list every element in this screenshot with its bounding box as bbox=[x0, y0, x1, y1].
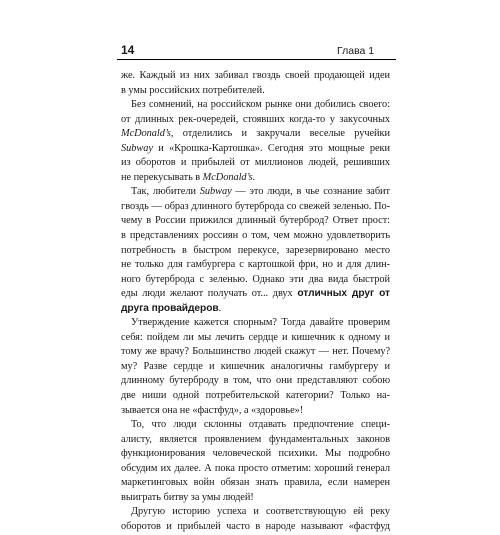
text-line bbox=[121, 69, 390, 84]
text-run: в умы российских потребителей. bbox=[121, 84, 265, 96]
italic-phrase: McDonald’s bbox=[121, 128, 171, 140]
text-line bbox=[121, 433, 390, 448]
text-run: себя: пойдем ли мы лечить сердце и кишечник к одному и bbox=[121, 331, 390, 343]
text-run: же. Каждый из них забивал гвоздь своей продающей идеи bbox=[121, 70, 390, 81]
text-run: Утверждение кажется спорным? Тогда давайте проверим bbox=[131, 317, 390, 329]
chapter-label: Глава 1 bbox=[337, 45, 375, 57]
text-run: еды люди желают получать от... двух bbox=[121, 288, 298, 300]
text-line bbox=[121, 113, 390, 128]
text-run: . bbox=[218, 302, 222, 314]
text-line bbox=[121, 447, 390, 462]
text-line bbox=[121, 156, 390, 171]
text-run: чему в России прижился длинный бутерброд? Ответ прост: bbox=[121, 215, 390, 227]
text-line bbox=[121, 302, 390, 317]
text-run: . bbox=[252, 171, 256, 183]
text-run: Без сомнений, на российском рынке они добились своего: bbox=[131, 99, 390, 111]
text-run: не только для гамбургера с картошкой фри, но и для длин- bbox=[121, 259, 390, 271]
text-run: длинному бутерброду в том, что они представляют собою bbox=[121, 375, 390, 387]
text-run: потребность в быстром перекусе, зарезервировано место bbox=[121, 244, 390, 256]
text-run: от длинных рек-очередей, стоявших когда-то у закусочных bbox=[121, 113, 390, 125]
text-line bbox=[121, 185, 390, 200]
text-line bbox=[121, 214, 390, 229]
text-line bbox=[121, 345, 390, 360]
text-run: функционирования человеческой психики. Мы подробно bbox=[121, 448, 390, 460]
text-run: зывается она не «фастфуд», а «здоровье»! bbox=[121, 404, 304, 416]
text-line bbox=[121, 142, 390, 157]
text-line bbox=[121, 171, 390, 186]
text-run: выиграть битву за умы людей! bbox=[121, 491, 254, 503]
text-line bbox=[121, 127, 390, 142]
text-line bbox=[121, 287, 390, 302]
italic-phrase: Subway bbox=[199, 186, 232, 198]
text-line bbox=[121, 505, 390, 520]
body-text bbox=[121, 69, 390, 535]
italic-phrase: Subway bbox=[121, 142, 153, 154]
header-rule bbox=[117, 59, 396, 60]
text-run: и «Крошка-Картошка». Сегодня это мощные реки bbox=[152, 142, 390, 154]
bold-phrase: отличных друг от bbox=[297, 288, 390, 300]
text-line bbox=[121, 374, 390, 389]
text-run: не перекусывать в bbox=[121, 171, 203, 183]
text-line bbox=[121, 520, 390, 535]
text-run: тому же врачу? Большинство людей скажут — нет. Почему? bbox=[121, 346, 390, 358]
text-run: — это люди, в чье сознание забит bbox=[231, 186, 390, 198]
text-line bbox=[121, 462, 390, 477]
text-run: ного бутерброда с зеленью. Однако эти два вида быстрой bbox=[121, 273, 390, 285]
text-line bbox=[121, 476, 390, 491]
text-run: му? Разве сердце и кишечник аналогичны гамбургеру и bbox=[121, 360, 390, 372]
text-run: алисту, является проявлением фундаментальных законов bbox=[121, 433, 390, 445]
text-line bbox=[121, 331, 390, 346]
text-run: Другую историю успеха и соответствующую ей реку bbox=[131, 506, 390, 518]
text-run: Так, любители bbox=[131, 186, 200, 198]
text-run: гвоздь — образ длинного бутерброда со свежей зеленью. По- bbox=[121, 200, 390, 212]
text-line bbox=[121, 389, 390, 404]
text-line bbox=[121, 360, 390, 375]
text-run: в представлениях россиян о том, чем можно удовлетворить bbox=[121, 230, 390, 242]
text-line bbox=[121, 98, 390, 113]
text-line bbox=[121, 200, 390, 215]
text-line bbox=[121, 84, 390, 99]
text-run: То, что люди склонны отдавать предпочтение специ- bbox=[131, 419, 390, 431]
text-line bbox=[121, 273, 390, 288]
text-run: , отделились и закручали веселые ручейки bbox=[170, 128, 390, 140]
text-line bbox=[121, 491, 390, 506]
text-line bbox=[121, 244, 390, 259]
text-run: обсудим их далее. А пока просто отметим: хороший генерал bbox=[121, 462, 390, 474]
text-line bbox=[121, 229, 390, 244]
text-line bbox=[121, 404, 390, 419]
italic-phrase: McDonald’s bbox=[202, 171, 253, 183]
bold-phrase: друга провайдеров bbox=[121, 302, 219, 314]
page-number: 14 bbox=[121, 43, 135, 57]
text-run: две ниши одной потребительской категории? Только на- bbox=[121, 390, 390, 402]
text-run: оборотов и прибылей часто в народе называют «фастфуд bbox=[121, 520, 390, 532]
text-run: маркетинговых войн обязан знать правила, если намерен bbox=[121, 477, 390, 489]
text-line bbox=[121, 316, 390, 331]
text-line bbox=[121, 258, 390, 273]
text-run: из оборотов и прибылей от миллионов людей, решивших bbox=[121, 157, 390, 169]
text-line bbox=[121, 418, 390, 433]
